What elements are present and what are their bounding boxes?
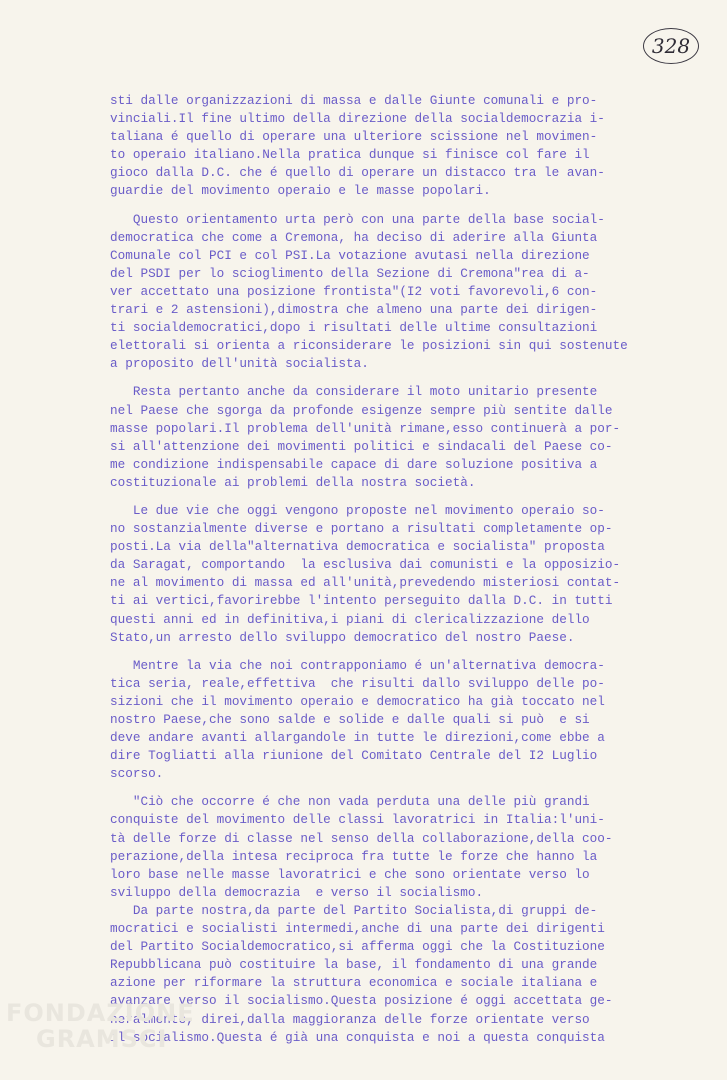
text-line: costituzionale ai problemi della nostra società. [110,474,476,490]
text-line: posti.La via della"alternativa democratica e socialista" proposta [110,539,605,555]
text-line: ne al movimento di massa ed all'unità,prevedendo misteriosi contat- [110,575,621,591]
text-line: del PSDI per lo scioglimento della Sezione di Cremona"rea di a- [110,265,590,281]
text-line: da Saragat, comportando la esclusiva dai comunisti e la opposizio- [110,557,621,573]
text-line: scorso. [110,766,164,782]
text-line: Repubblicana può costituire la base, il fondamento di una grande [110,957,598,973]
paragraph [110,657,700,784]
text-line: tica seria, reale,effettiva che risulti dallo sviluppo delle po- [110,675,605,691]
text-line: sti dalle organizzazioni di massa e dalle Giunte comunali e pro- [110,93,598,108]
watermark-line-2: GRAMSCI [36,1025,168,1053]
text-line: il socialismo.Questa é già una conquista e noi a questa conquista [110,1029,605,1045]
paragraph [110,383,700,492]
text-line: azione per riformare la struttura economica e sociale italiana e [110,975,598,991]
text-line: "Ciò che occorre é che non vada perduta una delle più grandi [110,794,590,810]
text-line: Da parte nostra,da parte del Partito Socialista,di gruppi de- [110,902,598,918]
text-line: me condizione indispensabile capace di dare soluzione positiva a [110,456,598,472]
text-line: Stato,un arresto dello sviluppo democratico del nostro Paese. [110,629,575,645]
text-line: sviluppo della democrazia e verso il socialismo. [110,884,484,900]
text-line: avanzare verso il socialismo.Questa posizione é oggi accettata ge- [110,993,613,1009]
paragraph [110,502,700,647]
text-line: conquiste del movimento delle classi lavoratrici in Italia:l'uni- [110,812,605,828]
text-line: trari e 2 astensioni),dimostra che almeno una parte dei dirigen- [110,302,598,318]
watermark-line-1: FONDAZIONE [6,999,195,1027]
text-line: to operaio italiano.Nella pratica dunque si finisce col fare il [110,147,590,163]
text-line: masse popolari.Il problema dell'unità rimane,esso continuerà a por- [110,420,621,436]
text-line: Questo orientamento urta però con una parte della base social- [110,211,605,227]
text-line: nostro Paese,che sono salde e solide e dalle quali si può e si [110,712,590,727]
text-line: Mentre la via che noi contrapponiamo é un'alternativa democra- [110,657,605,673]
text-line: ver accettato una posizione frontista"(I2 voti favorevoli,6 con- [110,283,598,299]
text-line: perazione,della intesa reciproca fra tutte le forze che hanno la [110,848,598,864]
text-line: elettorali si orienta a riconsiderare le posizioni sin qui sostenute [110,338,628,354]
text-line: questi anni ed in definitiva,i piani di clericalizzazione dello [110,611,590,627]
text-line: dire Togliatti alla riunione del Comitato Centrale del I2 Luglio [110,748,598,764]
watermark-logo [6,1000,195,1052]
document-body [110,92,700,1057]
text-line: democratica che come a Cremona, ha deciso di aderire alla Giunta [110,229,598,245]
text-line: mocratici e socialisti intermedi,anche di una parte dei dirigenti [110,921,605,937]
text-line: Le due vie che oggi vengono proposte nel movimento operaio so- [110,502,605,518]
text-line: Comunale col PCI e col PSI.La votazione avutasi nella direzione [110,247,590,263]
text-line: Resta pertanto anche da considerare il moto unitario presente [110,384,598,400]
text-line: loro base nelle masse lavoratrici e che sono orientate verso lo [110,866,590,882]
text-line: vinciali.Il fine ultimo della direzione della socialdemocrazia i- [110,111,605,127]
text-line: no sostanzialmente diverse e portano a risultati completamente op- [110,521,613,537]
text-line: ti socialdemocratici,dopo i risultati delle ultime consultazioni [110,320,598,336]
text-line: sizioni che il movimento operaio e democratico ha già toccato nel [110,693,605,709]
text-line: nel Paese che sgorga da profonde esigenze sempre più sentite dalle [110,402,613,418]
text-line: deve andare avanti allargandole in tutte le direzioni,come ebbe a [110,730,605,746]
text-line: del Partito Socialdemocratico,si afferma oggi che la Costituzione [110,939,605,955]
paragraph [110,211,700,374]
paragraph [110,793,700,1046]
text-line: si all'attenzione dei movimenti politici e sindacali del Paese co- [110,438,613,454]
text-line: ti ai vertici,favorirebbe l'intento perseguito dalla D.C. in tutti [110,593,613,609]
text-line: guardie del movimento operaio e le masse popolari. [110,183,491,199]
paragraph [110,92,700,201]
text-line: gioco dalla D.C. che é quello di operare un distacco tra le avan- [110,165,605,181]
text-line: taliana é quello di operare una ulteriore scissione nel movimen- [110,129,598,145]
text-line: a proposito dell'unità socialista. [110,356,369,372]
text-line: neralmente, direi,dalla maggioranza delle forze orientate verso [110,1011,590,1027]
text-line: tà delle forze di classe nel senso della collaborazione,della coo- [110,830,613,846]
page-number: 328 [643,28,699,64]
